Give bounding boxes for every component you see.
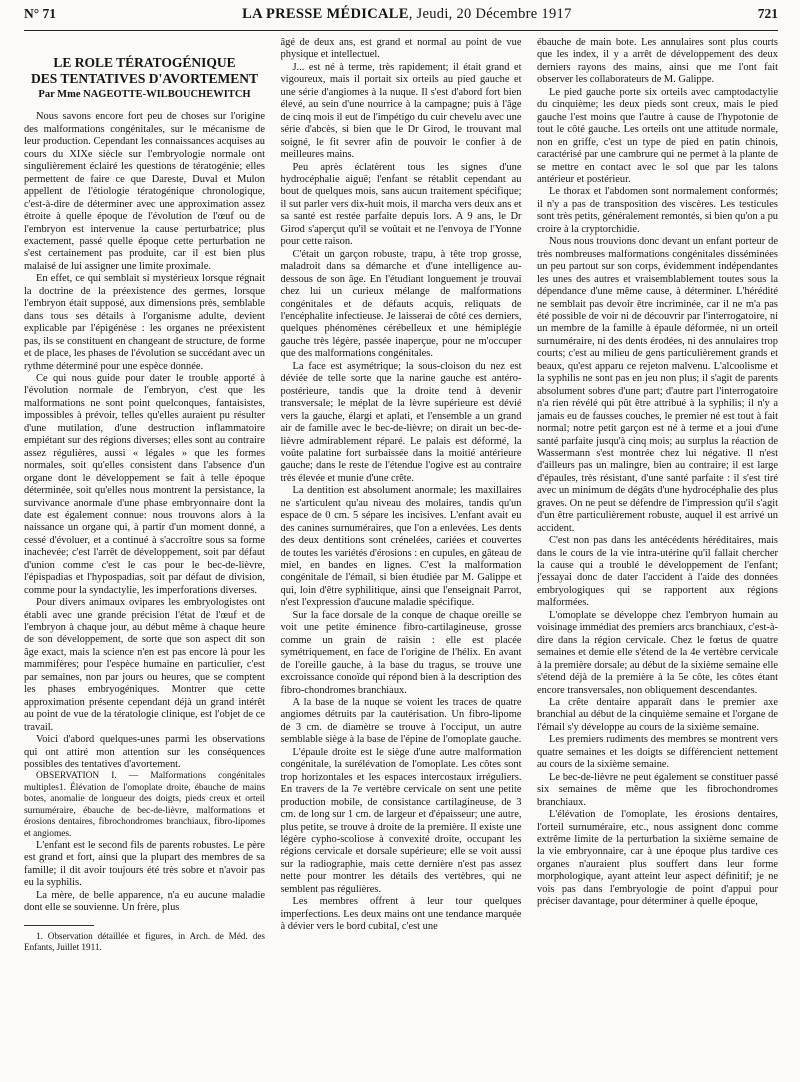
observation-heading: OBSERVATION I. — Malformations congénitales multiples1. Élévation de l'omoplate droite, ébauche de mains botes, anomalie de longueur des doigts, pieds creux et orteil surnuméraire, ébauche de bec-de-lièvre, malformations et érosions dentaires, fibrochondromes branchiaux, fibro-lipomes et angiomes.: [24, 771, 265, 839]
paragraph: ébauche de main bote. Les annulaires sont plus courts que les index, il y a arrêt de développement des deux derniers rayons des mains, ainsi que me l'ont fait observer les collaborateurs de M. Galippe.: [537, 37, 778, 86]
paragraph: L'épaule droite est le siège d'une autre malformation congénitale, la surélévation de l'omoplate. Les côtes sont trop horizontales et les espaces intercostaux irréguliers. En travers de la 7e vertèbre cervicale on sent une petite production mobile, de consistance cartilagineuse, de 3 cm. de long sur 1 cm. de largeur et d'épaisseur; une autre, plus petite, se trouve à droite de la première. Il existe une légère cypho-scoliose à convexité droite, occupant les régions cervicale et dorsale supérieure; elle se voit aussi sur la radiographie, mais cette dernière n'est pas assez nette pour montrer les détails des vertèbres, qui ne semblent pas régulières.: [280, 746, 522, 895]
paragraph: Le pied gauche porte six orteils avec camptodactylie du cinquième; les deux pieds sont creux, mais le pied gauche l'est moins que l'autre à cause de l'hypotonie de tout le côté gauche. Les orteils ont une attitude normale, non en griffe, c'est un type de pied en patin chinois, caractérisé par une cambrure qui ne permet à la plante de se mettre en contact avec le sol que par les talons antérieur et postérieur.: [537, 86, 778, 185]
column-2: [281, 37, 522, 1077]
article-title-line-1: LE ROLE TÉRATOGÉNIQUE: [53, 55, 236, 70]
column-1: [24, 37, 265, 1077]
paragraph: L'élévation de l'omoplate, les érosions dentaires, l'orteil surnuméraire, etc., nous assignent donc comme extrême limite de la perturbation la sixième semaine de la vie embryonnaire, car à une époque plus tardive ces organes n'auraient plus souffert dans leur forme morphologique, ayant atteint leur aspect définitif; je ne vois pas dans l'embryologie de point d'appui pour préciser davantage, pour déterminer à quelle époque,: [537, 809, 778, 908]
issue-number: N° 71: [24, 6, 57, 21]
paragraph: Le bec-de-lièvre ne peut également se constituer passé six semaines de même que les fibrochondromes branchiaux.: [537, 771, 778, 808]
paragraph: La dentition est absolument anormale; les maxillaires ne s'articulent qu'au niveau des molaires, tandis qu'un espace de 0 cm. 5 sépare les incisives. L'enfant avait eu des canines surnuméraires, que l'on a enlevées. Les dents des deux dentitions sont crénelées, cariées et couvertes de toutes les variétés d'érosions : en cupules, en gâteau de miel, en bandes en lignes. C'est la malformation congénitale de l'émail, si bien étudiée par M. Galippe et qui, loin d'être syphilitique, ainsi que l'enseignait Parrot, n'est l'expression d'aucune maladie spécifique.: [280, 485, 522, 609]
footnote: 1. Observation détaillée et figures, in Arch. de Méd. des Enfants, Juillet 1911.: [24, 930, 265, 952]
column-3: [537, 37, 778, 1077]
paragraph: Les membres offrent à leur tour quelques imperfections. Les deux mains ont une tendance marquée à dévier vers le bord cubital, c'est une: [280, 896, 522, 933]
paragraph: Le thorax et l'abdomen sont normalement conformés; il n'y a pas de transposition des viscères. Les testicules sont très petits, généralement remontés, si bien qu'on a pu croire à la cryptorchidie.: [537, 186, 778, 235]
paragraph: La face est asymétrique; la sous-cloison du nez est déviée de telle sorte que la narine gauche est antéro-postérieure, tandis que la droite tend à devenir transversale; le méplat de la lèvre supérieure est dévié vers la gauche, élargi et aplati, et l'ensemble a un grand air de famille avec le bec-de-lièvre; on dirait un bec-de-lièvre admirablement réparé. Le palais est déformé, la voûte palatine fort surbaissée dans la moitié antérieure gauche; dans le reste de l'étendue l'ogive est au contraire très élevée et munie d'une crête.: [280, 360, 522, 484]
issue-date: , Jeudi, 20 Décembre 1917: [408, 6, 572, 22]
paragraph: La mère, de belle apparence, n'a eu aucune maladie dont elle se souvienne. Un frère, plus: [24, 889, 265, 914]
paragraph: Voici d'abord quelques-unes parmi les observations qui ont attiré mon attention sur les conséquences possibles des tentatives d'avortement.: [24, 734, 265, 771]
paragraph: Pour divers animaux ovipares les embryologistes ont établi avec une grande précision l'état de l'œuf et de l'embryon à chaque jour, au début même à chaque heure de son développement, de sorte que son aspect dit son âge exact, mais la science n'en est pas encore là pour les mammifères; pour l'espèce humaine en particulier, c'est par semaines, non par jours ou heures, que se comptent les phases embryogéniques. Montrer que cette approximation présente cependant déjà un grand intérêt au point de vue de la tératologie clinique, est l'objet de ce travail.: [24, 597, 265, 733]
paragraph: Sur la face dorsale de la conque de chaque oreille se voit une petite éminence fibro-cartilagineuse, grosse comme un grain de raisin : elle est placée symétriquement, en face de l'origine de l'hélix. En avant de l'oreille gauche, à la base du tragus, se trouve une excroissance conoïde qui répond bien à la description des fibro-chondromes branchiaux.: [280, 609, 522, 696]
paragraph: Nous nous trouvions donc devant un enfant porteur de très nombreuses malformations congénitales disséminées un peu partout sur son corps, évidemment indépendantes les unes des autres et vraisemblablement toutes sous la dépendance d'une même cause, à déterminer. L'hérédité ne semblait pas devoir être incriminée, car il ne m'a pas été possible de voir ni de découvrir par l'interrogatoire, ni un membre de la famille à épaule déformée, ni un orteil surnuméraire, ni des dents érodées, ni des annulaires trop courts; c'est au milieu de gens particulièrement grands et beaux, qu'est apparu ce rejeton malvenu. L'alcoolisme et la syphilis ne sont pas en jeu non plus; il s'agit de parents absolument sobres d'une part; d'autre part l'interrogatoire n'a rien révélé qui pût être attribué à la syphilis; il n'y a jamais eu de fausses couches, le premier né est tout à fait normal; notre petit garçon est né à terme et a joui d'une santé parfaite jusqu'à cinq mois; au surplus la réaction de Wassermann s'est montrée chez lui négative. Il n'est d'ailleurs pas un malingre, bien au contraire; il est large d'épaules, très résistant, d'une santé parfaite : il s'est tiré avec un minimum de dégâts d'une hydrocéphalie des plus graves. On ne peut se défendre de l'impression qu'il s'agit d'un être particulièrement robuste, auquel il est arrivé un accident.: [537, 236, 778, 534]
paragraph: L'enfant est le second fils de parents robustes. Le père est grand et fort, ainsi que la plupart des membres de sa famille; il dit avoir toujours été très sobre et n'avoir pas eu la syphilis.: [24, 839, 265, 889]
text-columns: [24, 37, 778, 1077]
paragraph: Peu après éclatèrent tous les signes d'une hydrocéphalie aiguë; l'enfant se rétablit cependant au bout de quelques mois, sans aucun traitement spécifique; il sut parler vers dix-huit mois, il marcha vers deux ans et sa santé est restée parfaite depuis lors. A 9 ans, le Dr Girod s'aperçut qu'il se voûtait et ne l'envoya de l'Yonne pour cette raison.: [280, 161, 522, 248]
paragraph: En effet, ce qui semblait si mystérieux lorsque régnait la doctrine de la préexistence des germes, lorsque l'embryon était supposé, aux dimensions près, semblable dans tous ses détails à l'organisme adulte, devient explicable par l'épigénèse : les organes ne préexistent pas, ils se constituent en changeant de structure, de forme et de place, les phases de l'évolution se succédant avec un rythme déterminé pour une espèce donnée.: [24, 273, 265, 372]
paragraph: Les premiers rudiments des membres se montrent vers quatre semaines et les doigts se différencient nettement au cours de la sixième semaine.: [537, 734, 778, 771]
paragraph: âgé de deux ans, est grand et normal au point de vue physique et intellectuel.: [280, 37, 522, 61]
paragraph: Nous savons encore fort peu de choses sur l'origine des malformations congénitales, sur le mécanisme de leur production. Cependant les connaissances acquises au cours du XIXe siècle sur l'embryologie normale ont singulièrement éclairé les questions de tératogénie; elles permettent de faire ce que Dareste, Duval et Mulon appellent de l'étiologie tératogénique chronologique, c'est-à-dire de déterminer avec une approximation assez étroite à quelle époque de l'évolution de l'œuf ou de l'embryon est intervenue la cause perturbatrice; plus exactement, passé quelle époque cette perturbation ne s'est certainement pas produite, car il est bien plus malaisé de lui assigner une limite proximale.: [24, 111, 265, 272]
masthead: [242, 6, 572, 23]
paragraph: C'est non pas dans les antécédents héréditaires, mais dans le cours de la vie intra-utérine qu'il fallait chercher la cause qui a troublé le développement de l'enfant; j'essayai donc de dater l'accident à l'aide des données embryologiques qui se rapportent aux régions malformées.: [537, 535, 778, 609]
paragraph: J... est né à terme, très rapidement; il était grand et vigoureux, mais il portait six orteils au pied gauche et une série d'angiomes à la nuque. Il s'est d'abord fort bien élevé, au sein d'une nourrice à la campagne; puis à l'âge de cinq mois il eut de l'impétigo du cuir chevelu avec une série d'abcès, si bien que le Dr Girod, le trouvant mal soigné, le fit sevrer afin de pouvoir le confier à de meilleures mains.: [280, 61, 522, 161]
paragraph: La crête dentaire apparaît dans le premier axe branchial au début de la cinquième semaine et l'organe de l'émail s'y développe au cours de la sixième semaine.: [537, 697, 778, 733]
paragraph: A la base de la nuque se voient les traces de quatre angiomes détruits par la cautérisation. Un fibro-lipome de 3 cm. de diamètre se trouve à l'occiput, un autre semblable siège à la base de l'épine de l'omoplate gauche.: [280, 697, 522, 746]
footnote-rule: [24, 925, 94, 926]
article-title-line-2: DES TENTATIVES D'AVORTEMENT: [30, 71, 259, 86]
article-byline: Par Mme NAGEOTTE-WILBOUCHEWITCH: [38, 89, 251, 100]
article-title: [24, 55, 265, 87]
paragraph: Ce qui nous guide pour dater le trouble apporté à l'évolution normale de l'embryon, c'est que les malformations ne sont point quelconques, fantaisistes, impossibles à prévoir, telles qu'elles auraient pu résulter d'une mutilation, d'une destruction inflammatoire empiétant sur des régions diverses; elles sont au contraire assez régulières, aussi « légales » que les formes normales, soit qu'elles consistent dans l'absence d'un organe dont le développement se fait à telle époque déterminée, soit qu'elles nous montrent la persistance, la survivance anormale d'une phase embryonnaire dont la date est également connue: nous trouvons alors à la naissance un organe qui, à partir d'un moment donné, a cessé d'évoluer, et a continué à s'accroître sous sa forme inachevée; c'est l'arrêt de développement, soit par défaut d'union comme c'est le cas pour le bec-de-lièvre, l'épispadias et l'hypospadias, soit par défaut de division, comme pour la syndactylie, les imperforations diverses.: [24, 372, 265, 596]
page-number: 721: [757, 6, 778, 21]
page-header: [24, 6, 778, 31]
paragraph: L'omoplate se développe chez l'embryon humain au voisinage immédiat des premiers arcs branchiaux, c'est-à-dire dans la région cervicale. Chez le fœtus de quatre semaines et demie elle s'étend de la 4e vertèbre cervicale à la première dorsale; au début de la sixième semaine elle s'étend déjà de la première à la 5e côte, les côtes étant encore transversales, non obliquement descendantes.: [537, 609, 778, 696]
journal-title: LA PRESSE MÉDICALE: [242, 6, 409, 22]
paragraph: C'était un garçon robuste, trapu, à tête trop grosse, maladroit dans sa démarche et d'une intelligence au-dessous de son âge. En l'étudiant longuement je trouvai chez lui un curieux mélange de malformations congénitales et de défauts acquis, reliquats de l'encéphalite infectieuse. Je laisserai de côté ces derniers, quelques phénomènes cérébelleux et une hémiplégie gauche très légère, passée inaperçue, pour ne m'occuper que des malformations congénitales.: [280, 248, 522, 360]
